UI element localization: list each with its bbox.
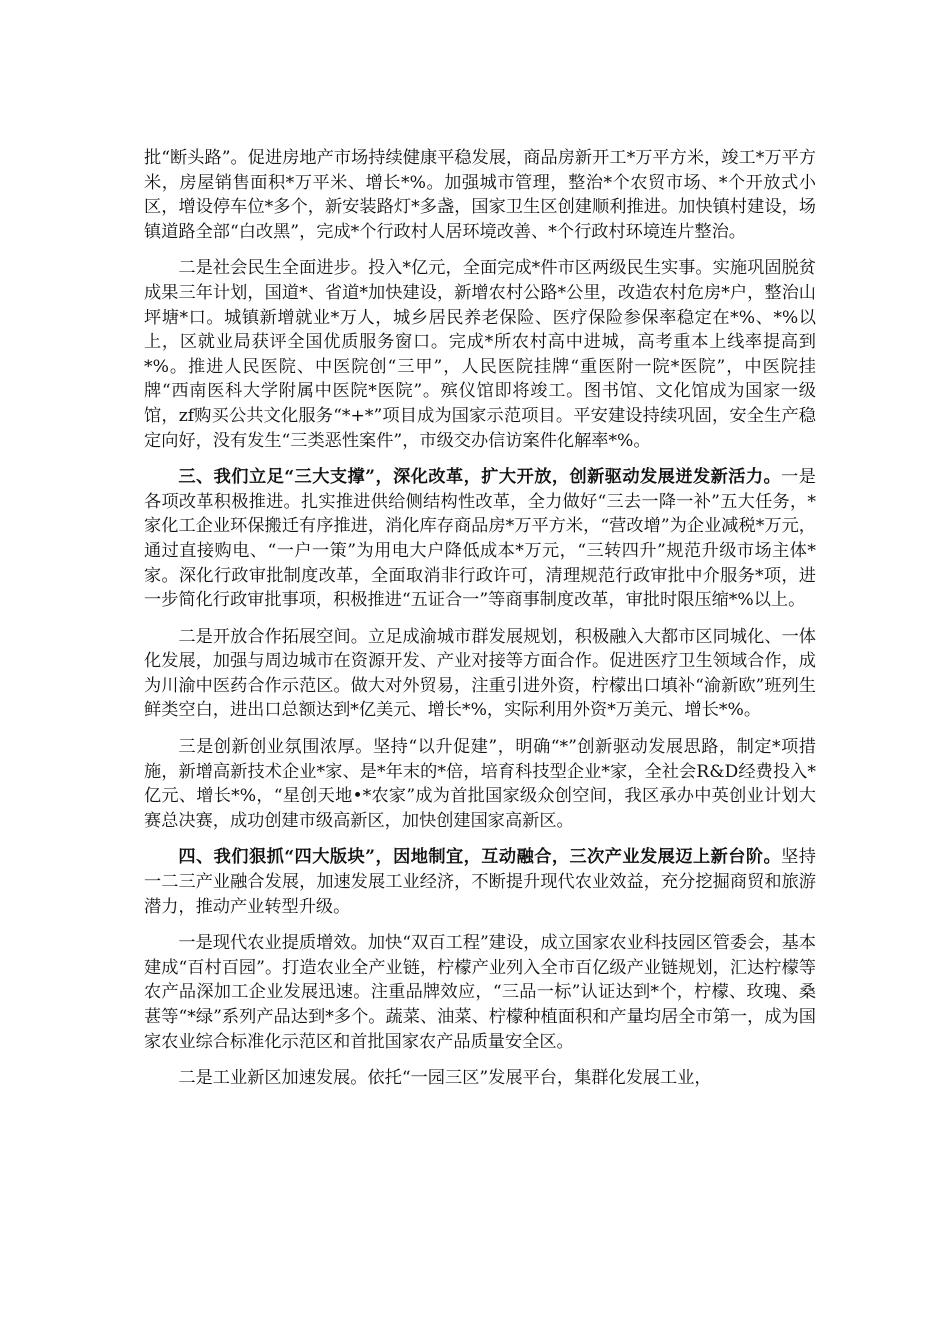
- paragraph-3: [144, 465, 816, 613]
- paragraph-6: [144, 845, 816, 919]
- paragraph-1: [144, 146, 816, 244]
- paragraph-6-text: 坚持一二三产业融合发展，加速发展工业经济，不断提升现代农业效益，充分挖掘商贸和旅游潜力，推动产业转型升级。: [144, 847, 816, 917]
- paragraph-8: [144, 1066, 816, 1091]
- paragraph-7-text: 一是现代农业提质增效。加快“双百工程”建设，成立国家农业科技园区管委会，基本建成“百村百园”。打造农业全产业链，柠檬产业列入全市百亿级产业链规划，汇达柠檬等农产品深加工企业发展迅速。注重品牌效应，“三品一标”认证达到*个，柠檬、玫瑰、桑葚等“*绿”系列产品达到*多个。蔬菜、油菜、柠檬种植面积和产量均居全市第一，成为国家农业综合标准化示范区和首批国家农产品质量安全区。: [144, 933, 816, 1052]
- paragraph-1-text: 批“断头路”。促进房地产市场持续健康平稳发展，商品房新开工*万平方米，竣工*万平方米，房屋销售面积*万平米、增长*%。加强城市管理，整治*个农贸市场、*个开放式小区，增设停车位*多个，新安装路灯*多盏，国家卫生区创建顺利推进。加快镇村建设，场镇道路全部“白改黑”，完成*个行政村人居环境改善、*个行政村环境连片整治。: [144, 148, 816, 242]
- paragraph-2-text: 二是社会民生全面进步。投入*亿元，全面完成*件市区两级民生实事。实施巩固脱贫成果三年计划，国道*、省道*加快建设，新增农村公路*公里，改造农村危房*户，整治山坪塘*口。城镇新增就业*万人，城乡居民养老保险、医疗保险参保率稳定在*%、*%以上，区就业局获评全国优质服务窗口。完成*所农村高中进城，高考重本上线率提高到*%。推进人民医院、中医院创“三甲”，人民医院挂牌“重医附一院*医院”，中医院挂牌“西南医科大学附属中医院*医院”。殡仪馆即将竣工。图书馆、文化馆成为国家一级馆，zf购买公共文化服务“*+*”项目成为国家示范项目。平安建设持续巩固，安全生产稳定向好，没有发生“三类恶性案件”，市级交办信访案件化解率*%。: [144, 258, 816, 451]
- paragraph-5: [144, 735, 816, 833]
- paragraph-gap: [144, 1054, 816, 1066]
- paragraph-2: [144, 256, 816, 453]
- paragraph-3-text: 一是各项改革积极推进。扎实推进供给侧结构性改革，全力做好“三去一降一补”五大任务，*家化工企业环保搬迁有序推进，消化库存商品房*万平方米，“营改增”为企业减税*万元，通过直接购电、“一户一策”为用电大户降低成本*万元，“三转四升”规范升级市场主体*家。深化行政审批制度改革，全面取消非行政许可，清理规范行政审批中介服务*项，进一步简化行政审批事项，积极推进“五证合一”等商事制度改革，审批时限压缩*%以上。: [144, 467, 816, 611]
- paragraph-4-text: 二是开放合作拓展空间。立足成渝城市群发展规划，积极融入大都市区同城化、一体化发展，加强与周边城市在资源开发、产业对接等方面合作。促进医疗卫生领域合作，成为川渝中医药合作示范区。做大对外贸易，注重引进外资，柠檬出口填补“渝新欧”班列生鲜类空白，进出口总额达到*亿美元、增长*%，实际利用外资*万美元、增长*%。: [144, 626, 816, 721]
- paragraph-gap: [144, 723, 816, 735]
- paragraph-8-text: 二是工业新区加速发展。依托“一园三区”发展平台，集群化发展工业，: [178, 1068, 712, 1089]
- paragraph-gap: [144, 453, 816, 465]
- paragraph-7: [144, 931, 816, 1054]
- paragraph-4: [144, 625, 816, 723]
- paragraph-gap: [144, 919, 816, 931]
- paragraph-gap: [144, 613, 816, 625]
- section-four-heading: 四、我们狠抓“四大版块”，因地制宜，互动融合，三次产业发展迈上新台阶。: [178, 847, 782, 868]
- section-three-heading: 三、我们立足“三大支撑”，深化改革，扩大开放，创新驱动发展迸发新活力。: [178, 467, 782, 488]
- paragraph-5-text: 三是创新创业氛围浓厚。坚持“以升促建”，明确“*”创新驱动发展思路，制定*项措施，新增高新技术企业*家、是*年末的*倍，培育科技型企业*家，全社会R&D经费投入*亿元、增长*%，“星创天地•*农家”成为首批国家级众创空间，我区承办中英创业计划大赛总决赛，成功创建市级高新区，加快创建国家高新区。: [144, 737, 816, 831]
- paragraph-gap: [144, 244, 816, 256]
- paragraph-gap: [144, 833, 816, 845]
- document-page: [144, 146, 816, 1091]
